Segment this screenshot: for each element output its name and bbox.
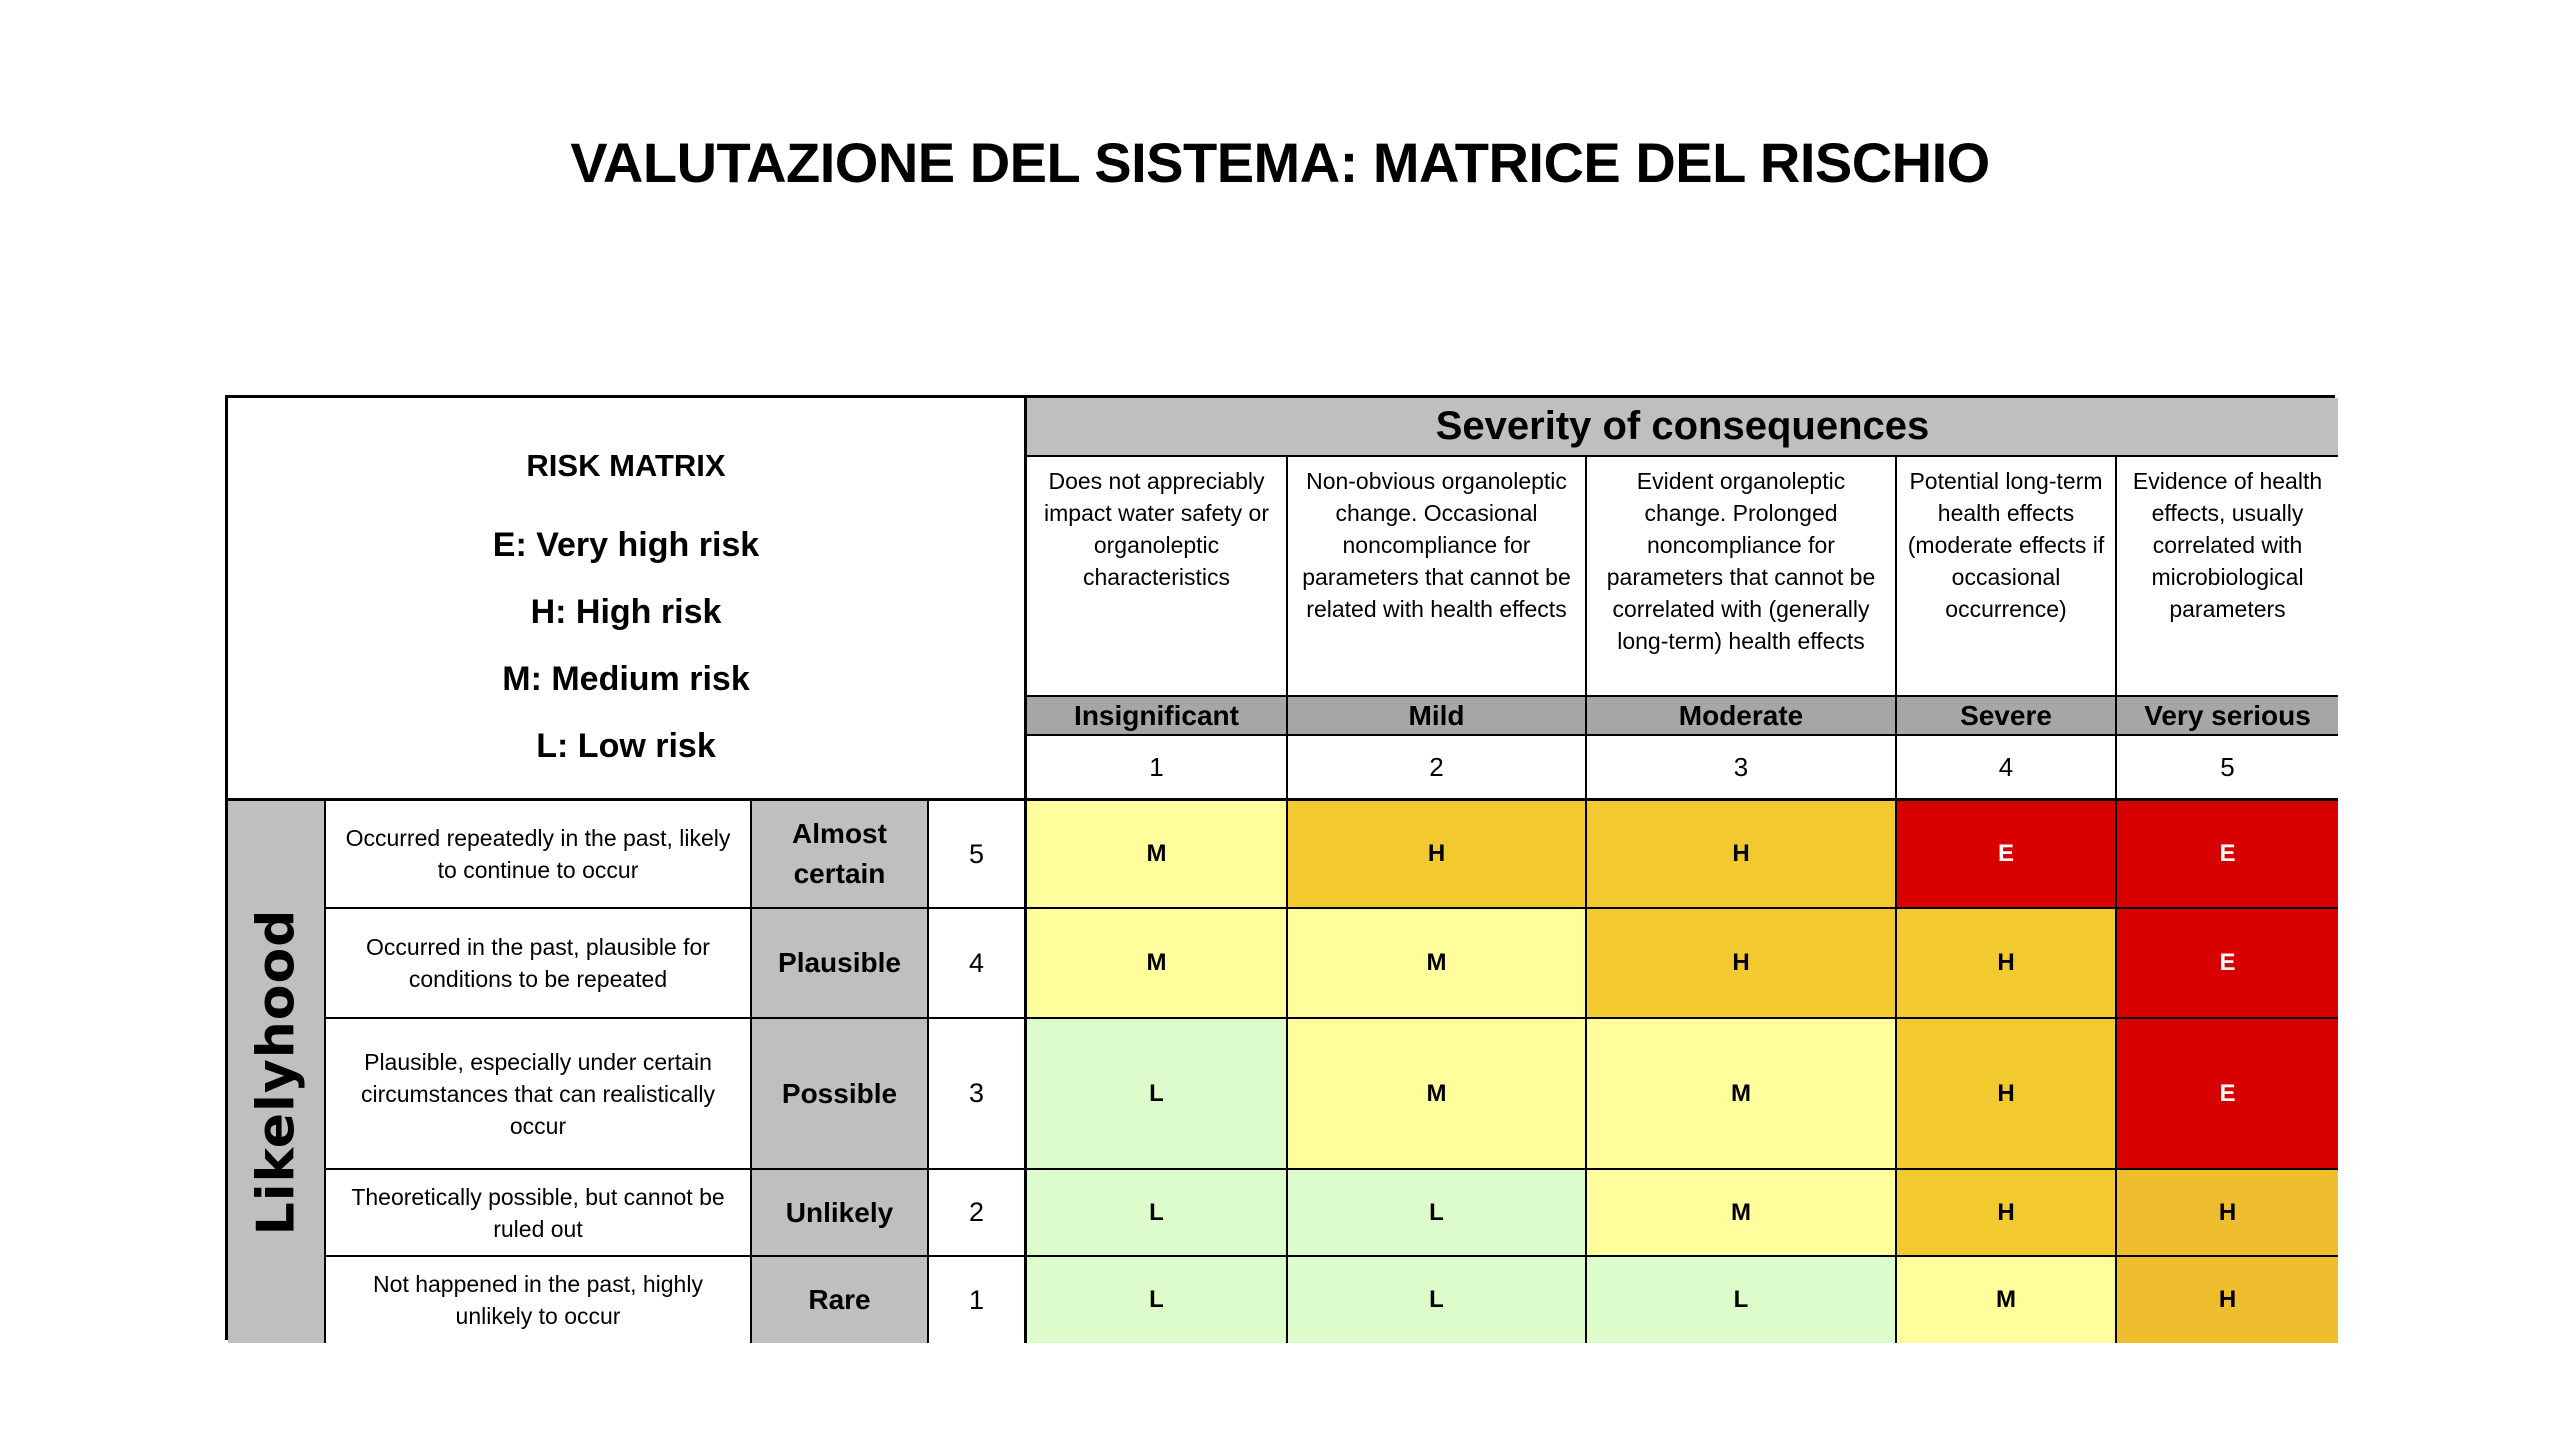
likelihood-value: 4 — [929, 909, 1027, 1019]
risk-cell-h: H — [1587, 801, 1897, 909]
page-title: VALUTAZIONE DEL SISTEMA: MATRICE DEL RISCHIO — [570, 131, 1990, 194]
risk-cell-e: E — [2117, 1019, 2338, 1170]
risk-matrix-table — [225, 395, 2335, 1340]
severity-label: Moderate — [1587, 697, 1897, 736]
risk-cell-l: L — [1587, 1257, 1897, 1343]
likelihood-description: Plausible, especially under certain circumstances that can realistically occur — [326, 1019, 752, 1170]
severity-label: Severe — [1897, 697, 2117, 736]
severity-description: Evidence of health effects, usually correlated with microbiological parameters — [2117, 457, 2338, 697]
severity-value: 2 — [1288, 736, 1587, 801]
likelihood-label: Rare — [752, 1257, 929, 1343]
likelihood-header — [228, 801, 326, 1343]
likelihood-label: Unlikely — [752, 1170, 929, 1257]
severity-value: 4 — [1897, 736, 2117, 801]
legend-item-m: M: Medium risk — [502, 660, 750, 698]
risk-cell-m: M — [1027, 801, 1288, 909]
risk-cell-h: H — [1897, 1170, 2117, 1257]
legend-item-l: L: Low risk — [536, 727, 716, 765]
risk-cell-m: M — [1587, 1170, 1897, 1257]
risk-cell-m: M — [1587, 1019, 1897, 1170]
severity-label: Mild — [1288, 697, 1587, 736]
likelihood-label: Almost certain — [752, 801, 929, 909]
risk-cell-l: L — [1027, 1257, 1288, 1343]
risk-cell-h: H — [1288, 801, 1587, 909]
risk-cell-l: L — [1288, 1257, 1587, 1343]
risk-cell-e: E — [1897, 801, 2117, 909]
legend-item-e: E: Very high risk — [492, 526, 760, 564]
risk-cell-m: M — [1897, 1257, 2117, 1343]
risk-cell-e: E — [2117, 909, 2338, 1019]
risk-cell-m: M — [1288, 909, 1587, 1019]
risk-cell-h: H — [1897, 909, 2117, 1019]
risk-cell-m: M — [1027, 909, 1288, 1019]
risk-cell-h: H — [1587, 909, 1897, 1019]
severity-description: Potential long-term health effects (moderate effects if occasional occurrence) — [1897, 457, 2117, 697]
severity-label: Insignificant — [1027, 697, 1288, 736]
risk-cell-m: M — [1288, 1019, 1587, 1170]
severity-description: Non-obvious organoleptic change. Occasional noncompliance for parameters that cannot be related with health effects — [1288, 457, 1587, 697]
severity-description: Does not appreciably impact water safety or organoleptic characteristics — [1027, 457, 1288, 697]
likelihood-description: Occurred in the past, plausible for conditions to be repeated — [326, 909, 752, 1019]
risk-legend — [228, 398, 1027, 801]
likelihood-description: Theoretically possible, but cannot be ruled out — [326, 1170, 752, 1257]
likelihood-label: Plausible — [752, 909, 929, 1019]
severity-value: 1 — [1027, 736, 1288, 801]
likelihood-label: Possible — [752, 1019, 929, 1170]
risk-cell-h: H — [1897, 1019, 2117, 1170]
risk-cell-h: H — [2117, 1257, 2338, 1343]
likelihood-value: 3 — [929, 1019, 1027, 1170]
severity-description: Evident organoleptic change. Prolonged noncompliance for parameters that cannot be correlated with (generally long-term) health effects — [1587, 457, 1897, 697]
likelihood-value: 2 — [929, 1170, 1027, 1257]
risk-cell-l: L — [1027, 1170, 1288, 1257]
legend-item-h: H: High risk — [530, 593, 722, 631]
likelihood-header-label: Likelyhood — [246, 908, 307, 1236]
risk-cell-e: E — [2117, 801, 2338, 909]
risk-cell-l: L — [1027, 1019, 1288, 1170]
legend-title: RISK MATRIX — [526, 448, 726, 483]
severity-value: 3 — [1587, 736, 1897, 801]
severity-label: Very serious — [2117, 697, 2338, 736]
severity-value: 5 — [2117, 736, 2338, 801]
risk-cell-l: L — [1288, 1170, 1587, 1257]
risk-cell-h: H — [2117, 1170, 2338, 1257]
likelihood-description: Occurred repeatedly in the past, likely to continue to occur — [326, 801, 752, 909]
likelihood-description: Not happened in the past, highly unlikely to occur — [326, 1257, 752, 1343]
severity-header: Severity of consequences — [1027, 398, 2338, 457]
likelihood-value: 1 — [929, 1257, 1027, 1343]
likelihood-value: 5 — [929, 801, 1027, 909]
